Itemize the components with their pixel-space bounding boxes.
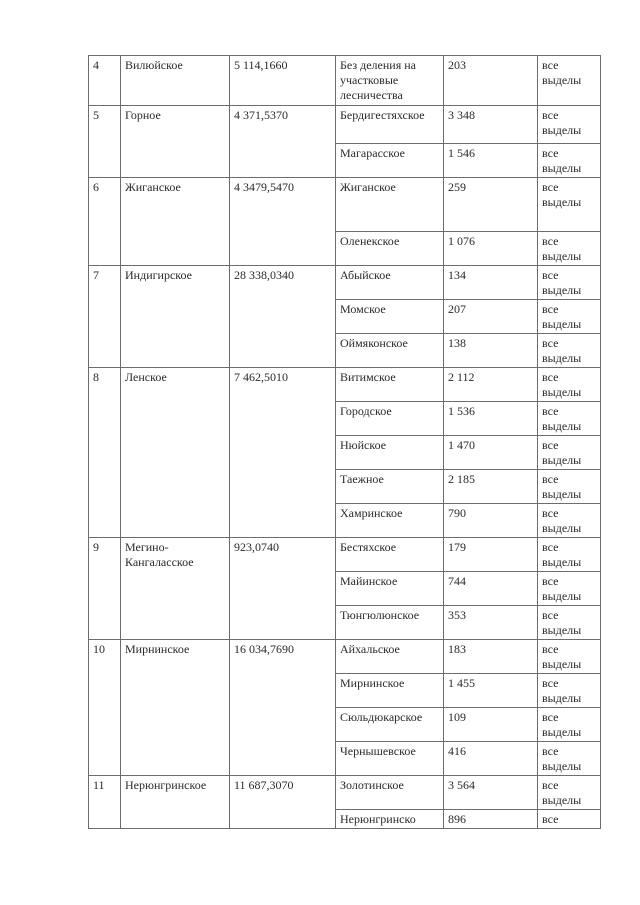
quarter-count: 790 — [444, 504, 538, 538]
district-name: Майинское — [336, 572, 444, 606]
scope-label: все выделы — [538, 266, 601, 300]
scope-label: все выделы — [538, 640, 601, 674]
district-name: Нерюнгринско — [336, 810, 444, 829]
scope-label: все выделы — [538, 470, 601, 504]
row-number: 7 — [89, 266, 121, 368]
quarter-count: 353 — [444, 606, 538, 640]
scope-label: все выделы — [538, 56, 601, 106]
table-row — [89, 106, 601, 144]
scope-label: все выделы — [538, 334, 601, 368]
scope-label: все выделы — [538, 144, 601, 178]
district-name: Нюйское — [336, 436, 444, 470]
quarter-count: 259 — [444, 178, 538, 232]
row-number: 6 — [89, 178, 121, 266]
district-name: Жиганское — [336, 178, 444, 232]
quarter-count: 138 — [444, 334, 538, 368]
quarter-count: 1 536 — [444, 402, 538, 436]
quarter-count: 1 455 — [444, 674, 538, 708]
row-number: 8 — [89, 368, 121, 538]
quarter-count: 416 — [444, 742, 538, 776]
district-name: Мирнинское — [336, 674, 444, 708]
forestry-name: Горное — [121, 106, 230, 178]
scope-label: все выделы — [538, 606, 601, 640]
table-row — [89, 640, 601, 674]
district-name: Оленекское — [336, 232, 444, 266]
district-name: Оймяконское — [336, 334, 444, 368]
district-name: Тюнгюлюнское — [336, 606, 444, 640]
forestry-name: Жиганское — [121, 178, 230, 266]
table-row — [89, 266, 601, 300]
quarter-count: 203 — [444, 56, 538, 106]
forestry-table — [88, 55, 601, 829]
forestry-area: 7 462,5010 — [230, 368, 336, 538]
row-number: 11 — [89, 776, 121, 829]
quarter-count: 1 470 — [444, 436, 538, 470]
scope-label: все выделы — [538, 402, 601, 436]
district-name: Бестяхское — [336, 538, 444, 572]
scope-label: все выделы — [538, 538, 601, 572]
quarter-count: 896 — [444, 810, 538, 829]
scope-label: все выделы — [538, 106, 601, 144]
forestry-area: 28 338,0340 — [230, 266, 336, 368]
district-name: Айхальское — [336, 640, 444, 674]
quarter-count: 1 076 — [444, 232, 538, 266]
scope-label: все выделы — [538, 300, 601, 334]
scope-label: все выделы — [538, 368, 601, 402]
district-name: Городское — [336, 402, 444, 436]
scope-label: все выделы — [538, 776, 601, 810]
table-row — [89, 368, 601, 402]
forestry-area: 5 114,1660 — [230, 56, 336, 106]
scope-label: все выделы — [538, 742, 601, 776]
district-name: Сюльдюкарское — [336, 708, 444, 742]
row-number: 4 — [89, 56, 121, 106]
quarter-count: 2 185 — [444, 470, 538, 504]
forestry-area: 11 687,3070 — [230, 776, 336, 829]
quarter-count: 1 546 — [444, 144, 538, 178]
scope-label: все выделы — [538, 504, 601, 538]
district-name: Таежное — [336, 470, 444, 504]
district-name: Витимское — [336, 368, 444, 402]
forestry-name: Мирнинское — [121, 640, 230, 776]
quarter-count: 3 564 — [444, 776, 538, 810]
district-name: Золотинское — [336, 776, 444, 810]
forestry-area: 923,0740 — [230, 538, 336, 640]
scope-label: все выделы — [538, 708, 601, 742]
row-number: 10 — [89, 640, 121, 776]
district-name: Магарасское — [336, 144, 444, 178]
table-row — [89, 776, 601, 810]
quarter-count: 3 348 — [444, 106, 538, 144]
forestry-area: 4 371,5370 — [230, 106, 336, 178]
row-number: 9 — [89, 538, 121, 640]
quarter-count: 109 — [444, 708, 538, 742]
district-name: Хамринское — [336, 504, 444, 538]
quarter-count: 2 112 — [444, 368, 538, 402]
forestry-name: Индигирское — [121, 266, 230, 368]
quarter-count: 207 — [444, 300, 538, 334]
scope-label: все выделы — [538, 674, 601, 708]
district-name: Без деления на участковые лесничества — [336, 56, 444, 106]
district-name: Бердигестяхское — [336, 106, 444, 144]
forestry-name: Нерюнгринское — [121, 776, 230, 829]
scope-label: все выделы — [538, 572, 601, 606]
quarter-count: 183 — [444, 640, 538, 674]
scope-label: все выделы — [538, 232, 601, 266]
forestry-name: Мегино-Кангаласское — [121, 538, 230, 640]
forestry-name: Ленское — [121, 368, 230, 538]
quarter-count: 134 — [444, 266, 538, 300]
forestry-area: 4 3479,5470 — [230, 178, 336, 266]
forestry-name: Вилюйское — [121, 56, 230, 106]
scope-label: все выделы — [538, 436, 601, 470]
scope-label: все выделы — [538, 178, 601, 232]
district-name: Абыйское — [336, 266, 444, 300]
forestry-area: 16 034,7690 — [230, 640, 336, 776]
table-row — [89, 56, 601, 106]
district-name: Момское — [336, 300, 444, 334]
quarter-count: 744 — [444, 572, 538, 606]
quarter-count: 179 — [444, 538, 538, 572]
table-row — [89, 538, 601, 572]
row-number: 5 — [89, 106, 121, 178]
table-row — [89, 178, 601, 232]
scope-label: все — [538, 810, 601, 829]
district-name: Чернышевское — [336, 742, 444, 776]
